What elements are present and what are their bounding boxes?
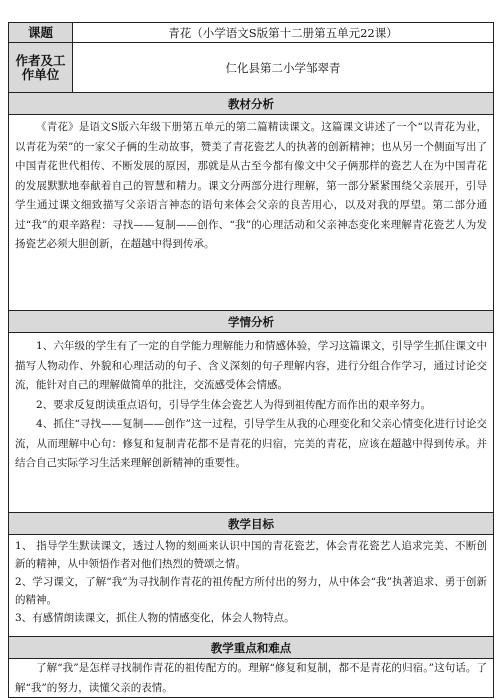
student-analysis-heading: 学情分析 bbox=[9, 311, 493, 333]
author-value: 仁化县第二小学邹翠青 bbox=[225, 60, 341, 75]
student-analysis-body bbox=[9, 333, 493, 513]
author-label: 作者及工作单位 bbox=[9, 43, 73, 92]
lesson-plan-table bbox=[8, 22, 494, 698]
key-points-body bbox=[9, 659, 493, 699]
student-analysis-item-3: 4、抓住“寻找——复制——创作”这一过程，引导学生从我的心理变化和父亲心情变化进行讨论交流，从而理解中心句：修复和复制青花都不是青花的归宿，完美的青花，应该在超越中得到传承。并结合自己实际学习生活来理解创新精神的重要性。 bbox=[15, 418, 487, 469]
teaching-goal-1: 1、 指导学生默读课文，透过人物的刻画来认识中国的青花瓷艺，体会青花瓷艺人追求完美、不断创新的精神，从中领悟作者对他们热烈的赞颂之情。 bbox=[15, 540, 487, 570]
textbook-analysis-paragraph: 《青花》是语文S版六年级下册第五单元的第二篇精读课文。这篇课文讲述了一个“以青花为业，以青花为荣”的一家父子俩的生动故事，赞美了青花瓷艺人的执著的创新精神；也从另一个侧面写出了中国青花世代相传、不断发展的原因，那就是从古至今都有像文中父子俩那样的瓷艺人在为中国青花的发展默默地奉献着自己的智慧和精力。课文分两部分进行理解，第一部分紧紧围绕父亲展开，引导学生通过课文细致描写父亲语言神态的语句来体会父亲的良苦用心，以及对我的厚望。第二部分通过“我”的艰辛路程：寻找——复制——创作、“我”的心理活动和父亲神态变化来理解青花瓷艺人为发扬瓷艺必须大胆创新，在超越中得到传承。 bbox=[15, 121, 487, 250]
teaching-goals-body bbox=[9, 535, 493, 637]
key-points-heading: 教学重点和难点 bbox=[9, 637, 493, 659]
title-row bbox=[9, 23, 493, 43]
student-analysis-item-2: 2、要求反复朗读重点语句，引导学生体会瓷艺人为得到祖传配方而作出的艰辛努力。 bbox=[36, 398, 432, 411]
title-label: 课题 bbox=[9, 23, 73, 42]
textbook-analysis-body bbox=[9, 115, 493, 311]
student-analysis-item-1: 1、六年级的学生有了一定的自学能力理解能力和情感体验，学习这篇课文，引导学生抓住课文中描写人物动作、外貌和心理活动的句子、含义深刻的句子理解内容，进行分组合作学习，通过讨论交流，能针对自己的理解做简单的批注，交流感受体会情感。 bbox=[15, 340, 487, 391]
textbook-analysis-heading: 教材分析 bbox=[9, 93, 493, 115]
teaching-goal-2: 2、学习课文，了解“我”为寻找制作青花的祖传配方所付出的努力，从中体会“我”执著追求、勇于创新的精神。 bbox=[15, 576, 487, 606]
teaching-goals-heading: 教学目标 bbox=[9, 513, 493, 535]
key-points-paragraph: 了解“我”是怎样寻找制作青花的祖传配方的。理解“修复和复制，都不是青花的归宿。”这句话。了解“我”的努力，读懂父亲的表情。 bbox=[15, 662, 487, 694]
teaching-goal-3: 3、有感情朗读课文，抓住人物的情感变化，体会人物特点。 bbox=[15, 612, 295, 624]
title-value: 青花（小学语文S版第十二册第五单元22课） bbox=[168, 25, 398, 40]
author-row bbox=[9, 43, 493, 93]
